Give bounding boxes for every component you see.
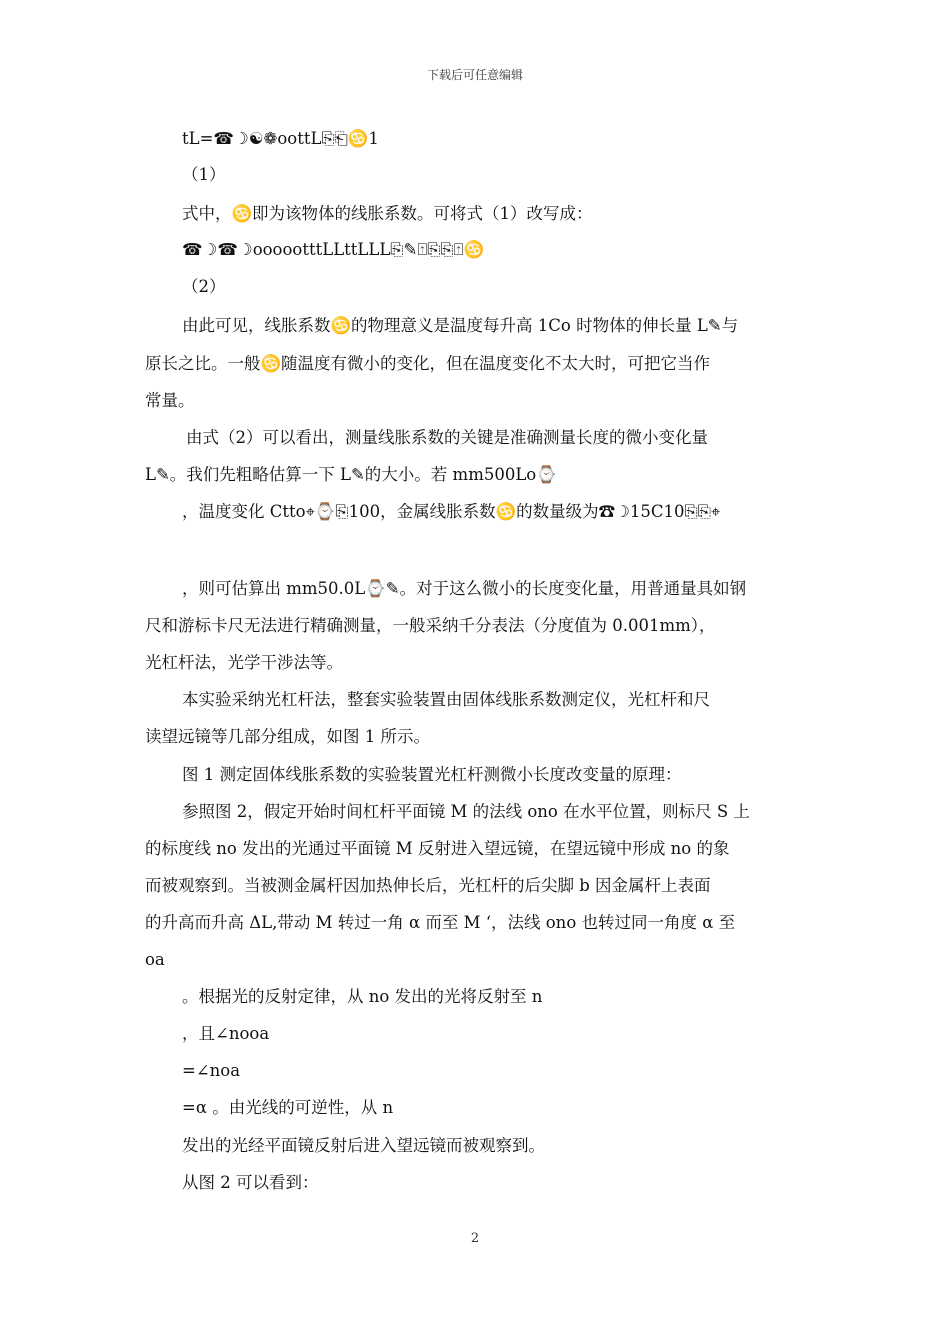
paragraph-line: ，温度变化 Ctto⌖⌚⎘100，金属线胀系数♋的数量级为☎☽15C10⎘⎘⌖ [182,502,721,521]
equation-number: （1） [182,165,226,184]
paragraph-line: 的升高而升高 ΔL,带动 M 转过一角 α 而至 M ‘，法线 ono 也转过同一角度 α 至 [145,913,736,932]
paragraph-line: =∠noa [182,1061,241,1080]
paragraph-line: 读望远镜等几部分组成，如图 1 所示。 [145,727,430,746]
formula-line: tL=☎☽☯❁oottL⎘⎗♋1 [182,129,379,148]
paragraph-line: ，则可估算出 mm50.0L⌚✎。对于这么微小的长度变化量，用普通量具如钢 [182,579,747,598]
paragraph-line: 发出的光经平面镜反射后进入望远镜而被观察到。 [182,1136,545,1155]
page-header: 下载后可任意编辑 [426,68,523,82]
paragraph-line: 原长之比。一般♋随温度有微小的变化，但在温度变化不太大时，可把它当作 [145,354,711,373]
paragraph-line: 由此可见，线胀系数♋的物理意义是温度每升高 1Co 时物体的伸长量 L✎与 [182,316,739,335]
page-number: 2 [470,1231,480,1246]
equation-number: （2） [182,277,226,296]
paragraph-line: 光杠杆法，光学干涉法等。 [145,653,343,672]
paragraph-line: =α 。由光线的可逆性，从 n [182,1098,394,1117]
paragraph-line: 式中，♋即为该物体的线胀系数。可将式（1）改写成： [182,204,593,223]
paragraph-line: 。根据光的反射定律，从 no 发出的光将反射至 n [182,987,543,1006]
paragraph-line: ，且∠nooa [182,1024,270,1043]
paragraph-line: 尺和游标卡尺无法进行精确测量，一般采纳千分表法（分度值为 0.001mm）， [145,616,716,635]
figure-caption-line: 图 1 测定固体线胀系数的实验装置光杠杆测微小长度改变量的原理： [182,765,682,784]
formula-line: ☎☽☎☽oooootttLLttLLL⎘✎⍐⎘⎘⍐♋ [182,240,485,259]
paragraph-line: 本实验采纳光杠杆法，整套实验装置由固体线胀系数测定仪，光杠杆和尺 [182,690,710,709]
paragraph-line: L✎。我们先粗略估算一下 L✎的大小。若 mm500Lo⌚ [145,465,557,484]
paragraph-line: 常量。 [145,391,195,410]
paragraph-line: 参照图 2，假定开始时间杠杆平面镜 M 的法线 ono 在水平位置，则标尺 S 上 [182,802,750,821]
paragraph-line: 而被观察到。当被测金属杆因加热伸长后，光杠杆的后尖脚 b 因金属杆上表面 [145,876,711,895]
paragraph-line: 的标度线 no 发出的光通过平面镜 M 反射进入望远镜，在望远镜中形成 no 的象 [145,839,730,858]
paragraph-line: oa [145,950,165,969]
paragraph-line: 从图 2 可以看到： [182,1173,319,1192]
paragraph-line: 由式（2）可以看出，测量线胀系数的关键是准确测量长度的微小变化量 [186,428,708,447]
